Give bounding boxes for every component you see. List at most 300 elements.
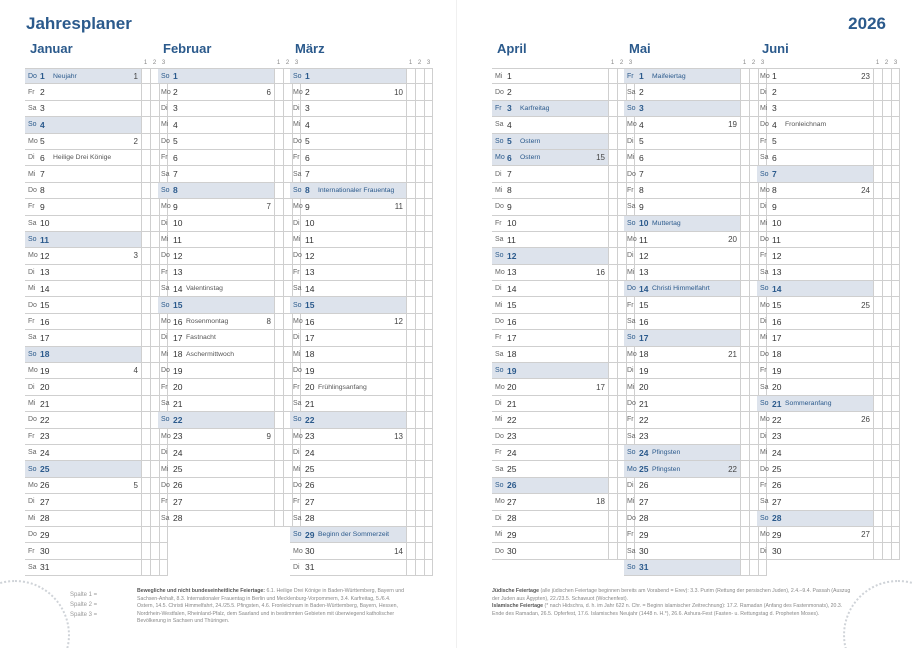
note-cell[interactable]	[424, 117, 433, 132]
note-cell[interactable]	[415, 330, 424, 345]
note-cell[interactable]	[141, 166, 150, 181]
day-row[interactable]	[757, 347, 900, 363]
note-cell[interactable]	[882, 314, 891, 329]
day-row[interactable]	[158, 281, 301, 297]
note-cell[interactable]	[415, 527, 424, 542]
note-cell[interactable]	[424, 511, 433, 526]
note-cell[interactable]	[141, 527, 150, 542]
day-row[interactable]	[158, 216, 301, 232]
day-row[interactable]	[25, 511, 168, 527]
day-cell[interactable]	[624, 560, 740, 575]
note-cell[interactable]	[891, 101, 900, 116]
note-cell[interactable]	[415, 347, 424, 362]
day-row[interactable]	[492, 363, 635, 379]
day-row[interactable]	[624, 560, 767, 576]
day-cell[interactable]	[757, 199, 873, 214]
day-cell[interactable]	[158, 117, 274, 132]
day-row[interactable]	[492, 134, 635, 150]
note-cell[interactable]	[882, 511, 891, 526]
note-cell[interactable]	[882, 117, 891, 132]
day-cell[interactable]	[290, 166, 406, 181]
day-cell[interactable]	[290, 445, 406, 460]
note-cell[interactable]	[415, 199, 424, 214]
note-cell[interactable]	[274, 183, 283, 198]
note-cell[interactable]	[274, 216, 283, 231]
day-cell[interactable]	[624, 412, 740, 427]
note-cell[interactable]	[740, 166, 749, 181]
note-cell[interactable]	[873, 232, 882, 247]
note-cell[interactable]	[873, 199, 882, 214]
day-row[interactable]	[158, 363, 301, 379]
note-cell[interactable]	[406, 511, 415, 526]
note-cell[interactable]	[274, 297, 283, 312]
note-cell[interactable]	[406, 69, 415, 83]
note-cell[interactable]	[415, 166, 424, 181]
day-row[interactable]	[290, 84, 433, 100]
day-cell[interactable]	[757, 347, 873, 362]
note-cell[interactable]	[891, 297, 900, 312]
note-cell[interactable]	[274, 265, 283, 280]
note-cell[interactable]	[406, 281, 415, 296]
day-row[interactable]	[290, 314, 433, 330]
day-row[interactable]	[158, 396, 301, 412]
note-cell[interactable]	[141, 494, 150, 509]
day-cell[interactable]	[25, 281, 141, 296]
day-cell[interactable]	[624, 527, 740, 542]
day-row[interactable]	[492, 183, 635, 199]
day-cell[interactable]	[624, 216, 740, 231]
note-cell[interactable]	[740, 511, 749, 526]
day-cell[interactable]	[290, 248, 406, 263]
day-cell[interactable]	[624, 265, 740, 280]
note-cell[interactable]	[608, 494, 617, 509]
note-cell[interactable]	[891, 150, 900, 165]
day-row[interactable]	[492, 543, 635, 559]
day-cell[interactable]	[158, 494, 274, 509]
day-cell[interactable]	[757, 297, 873, 312]
day-cell[interactable]	[624, 199, 740, 214]
note-cell[interactable]	[873, 314, 882, 329]
note-cell[interactable]	[740, 543, 749, 558]
day-row[interactable]	[158, 68, 301, 84]
note-cell[interactable]	[740, 363, 749, 378]
day-cell[interactable]	[158, 216, 274, 231]
day-cell[interactable]	[290, 396, 406, 411]
note-cell[interactable]	[891, 445, 900, 460]
day-cell[interactable]	[624, 494, 740, 509]
note-cell[interactable]	[608, 150, 617, 165]
note-cell[interactable]	[873, 347, 882, 362]
note-cell[interactable]	[274, 248, 283, 263]
note-cell[interactable]	[608, 314, 617, 329]
note-cell[interactable]	[274, 134, 283, 149]
day-row[interactable]	[757, 412, 900, 428]
day-row[interactable]	[25, 281, 168, 297]
day-row[interactable]	[25, 265, 168, 281]
note-cell[interactable]	[891, 461, 900, 476]
day-cell[interactable]	[158, 347, 274, 362]
day-cell[interactable]	[757, 379, 873, 394]
day-row[interactable]	[290, 560, 433, 576]
day-row[interactable]	[757, 134, 900, 150]
note-cell[interactable]	[274, 69, 283, 83]
day-row[interactable]	[158, 494, 301, 510]
day-row[interactable]	[624, 412, 767, 428]
day-cell[interactable]	[158, 134, 274, 149]
note-cell[interactable]	[274, 150, 283, 165]
note-cell[interactable]	[608, 84, 617, 99]
note-cell[interactable]	[424, 84, 433, 99]
note-cell[interactable]	[274, 379, 283, 394]
note-cell[interactable]	[891, 265, 900, 280]
note-cell[interactable]	[873, 84, 882, 99]
day-cell[interactable]	[492, 543, 608, 558]
note-cell[interactable]	[406, 363, 415, 378]
note-cell[interactable]	[873, 150, 882, 165]
note-cell[interactable]	[740, 84, 749, 99]
day-cell[interactable]	[492, 216, 608, 231]
note-cell[interactable]	[891, 511, 900, 526]
day-row[interactable]	[757, 429, 900, 445]
day-cell[interactable]	[624, 461, 740, 476]
note-cell[interactable]	[141, 429, 150, 444]
day-cell[interactable]	[158, 314, 274, 329]
note-cell[interactable]	[740, 183, 749, 198]
day-cell[interactable]	[757, 117, 873, 132]
note-cell[interactable]	[141, 134, 150, 149]
day-cell[interactable]	[492, 445, 608, 460]
day-cell[interactable]	[25, 330, 141, 345]
day-cell[interactable]	[492, 347, 608, 362]
note-cell[interactable]	[424, 543, 433, 558]
note-cell[interactable]	[740, 101, 749, 116]
day-row[interactable]	[757, 297, 900, 313]
day-row[interactable]	[757, 379, 900, 395]
note-cell[interactable]	[740, 379, 749, 394]
note-cell[interactable]	[415, 117, 424, 132]
note-cell[interactable]	[873, 248, 882, 263]
day-row[interactable]	[25, 134, 168, 150]
note-cell[interactable]	[406, 297, 415, 312]
day-cell[interactable]	[624, 166, 740, 181]
day-row[interactable]	[25, 379, 168, 395]
note-cell[interactable]	[141, 543, 150, 558]
note-cell[interactable]	[424, 396, 433, 411]
note-cell[interactable]	[882, 69, 891, 83]
day-row[interactable]	[25, 527, 168, 543]
note-cell[interactable]	[891, 199, 900, 214]
note-cell[interactable]	[141, 69, 150, 83]
day-row[interactable]	[25, 560, 168, 576]
note-cell[interactable]	[873, 117, 882, 132]
note-cell[interactable]	[406, 379, 415, 394]
day-row[interactable]	[492, 166, 635, 182]
note-cell[interactable]	[740, 281, 749, 296]
note-cell[interactable]	[740, 199, 749, 214]
note-cell[interactable]	[424, 494, 433, 509]
note-cell[interactable]	[415, 69, 424, 83]
note-cell[interactable]	[141, 248, 150, 263]
day-cell[interactable]	[290, 412, 406, 427]
note-cell[interactable]	[873, 281, 882, 296]
day-cell[interactable]	[492, 314, 608, 329]
note-cell[interactable]	[873, 478, 882, 493]
day-cell[interactable]	[25, 478, 141, 493]
note-cell[interactable]	[415, 363, 424, 378]
day-row[interactable]	[158, 445, 301, 461]
day-cell[interactable]	[492, 379, 608, 394]
note-cell[interactable]	[608, 527, 617, 542]
day-row[interactable]	[158, 511, 301, 527]
note-cell[interactable]	[274, 281, 283, 296]
day-row[interactable]	[290, 134, 433, 150]
note-cell[interactable]	[882, 265, 891, 280]
note-cell[interactable]	[424, 560, 433, 575]
day-row[interactable]	[624, 265, 767, 281]
day-row[interactable]	[757, 117, 900, 133]
note-cell[interactable]	[150, 560, 159, 575]
day-cell[interactable]	[492, 150, 608, 165]
note-cell[interactable]	[740, 330, 749, 345]
day-cell[interactable]	[25, 232, 141, 247]
note-cell[interactable]	[891, 314, 900, 329]
day-row[interactable]	[290, 199, 433, 215]
note-cell[interactable]	[424, 265, 433, 280]
note-cell[interactable]	[406, 232, 415, 247]
day-cell[interactable]	[624, 478, 740, 493]
day-cell[interactable]	[757, 216, 873, 231]
day-row[interactable]	[25, 412, 168, 428]
note-cell[interactable]	[274, 347, 283, 362]
note-cell[interactable]	[873, 527, 882, 542]
note-cell[interactable]	[882, 543, 891, 558]
day-row[interactable]	[757, 199, 900, 215]
note-cell[interactable]	[740, 461, 749, 476]
note-cell[interactable]	[141, 330, 150, 345]
note-cell[interactable]	[608, 347, 617, 362]
day-row[interactable]	[290, 101, 433, 117]
day-row[interactable]	[290, 478, 433, 494]
note-cell[interactable]	[415, 379, 424, 394]
day-cell[interactable]	[158, 150, 274, 165]
day-row[interactable]	[492, 101, 635, 117]
note-cell[interactable]	[141, 232, 150, 247]
note-cell[interactable]	[415, 248, 424, 263]
note-cell[interactable]	[891, 330, 900, 345]
note-cell[interactable]	[406, 101, 415, 116]
note-cell[interactable]	[424, 429, 433, 444]
day-row[interactable]	[25, 347, 168, 363]
day-cell[interactable]	[290, 216, 406, 231]
note-cell[interactable]	[274, 101, 283, 116]
day-cell[interactable]	[158, 101, 274, 116]
day-row[interactable]	[290, 379, 433, 395]
note-cell[interactable]	[882, 478, 891, 493]
note-cell[interactable]	[882, 412, 891, 427]
note-cell[interactable]	[406, 396, 415, 411]
day-cell[interactable]	[757, 281, 873, 296]
day-cell[interactable]	[492, 101, 608, 116]
note-cell[interactable]	[882, 183, 891, 198]
day-row[interactable]	[492, 445, 635, 461]
day-row[interactable]	[290, 216, 433, 232]
note-cell[interactable]	[415, 265, 424, 280]
day-row[interactable]	[158, 379, 301, 395]
note-cell[interactable]	[406, 330, 415, 345]
note-cell[interactable]	[406, 347, 415, 362]
note-cell[interactable]	[415, 494, 424, 509]
note-cell[interactable]	[415, 216, 424, 231]
day-row[interactable]	[624, 314, 767, 330]
day-cell[interactable]	[290, 511, 406, 526]
note-cell[interactable]	[740, 445, 749, 460]
day-cell[interactable]	[624, 347, 740, 362]
day-row[interactable]	[492, 330, 635, 346]
day-cell[interactable]	[757, 166, 873, 181]
note-cell[interactable]	[415, 461, 424, 476]
note-cell[interactable]	[891, 232, 900, 247]
day-row[interactable]	[624, 150, 767, 166]
note-cell[interactable]	[141, 281, 150, 296]
day-cell[interactable]	[290, 150, 406, 165]
day-row[interactable]	[158, 330, 301, 346]
day-row[interactable]	[757, 543, 900, 559]
day-cell[interactable]	[25, 543, 141, 558]
note-cell[interactable]	[141, 478, 150, 493]
note-cell[interactable]	[406, 150, 415, 165]
day-row[interactable]	[624, 216, 767, 232]
day-cell[interactable]	[492, 69, 608, 83]
note-cell[interactable]	[740, 216, 749, 231]
day-cell[interactable]	[624, 379, 740, 394]
day-row[interactable]	[624, 461, 767, 477]
note-cell[interactable]	[740, 412, 749, 427]
note-cell[interactable]	[406, 412, 415, 427]
day-cell[interactable]	[25, 199, 141, 214]
day-cell[interactable]	[25, 297, 141, 312]
day-row[interactable]	[25, 478, 168, 494]
note-cell[interactable]	[740, 478, 749, 493]
day-row[interactable]	[492, 117, 635, 133]
day-row[interactable]	[158, 314, 301, 330]
day-cell[interactable]	[290, 347, 406, 362]
day-cell[interactable]	[290, 429, 406, 444]
day-cell[interactable]	[158, 69, 274, 83]
note-cell[interactable]	[891, 412, 900, 427]
note-cell[interactable]	[415, 84, 424, 99]
note-cell[interactable]	[424, 314, 433, 329]
day-cell[interactable]	[492, 511, 608, 526]
day-row[interactable]	[624, 281, 767, 297]
day-cell[interactable]	[290, 461, 406, 476]
day-row[interactable]	[290, 330, 433, 346]
day-cell[interactable]	[624, 150, 740, 165]
note-cell[interactable]	[141, 84, 150, 99]
note-cell[interactable]	[406, 527, 415, 542]
note-cell[interactable]	[141, 199, 150, 214]
day-cell[interactable]	[624, 511, 740, 526]
day-row[interactable]	[158, 84, 301, 100]
note-cell[interactable]	[141, 297, 150, 312]
day-cell[interactable]	[290, 117, 406, 132]
note-cell[interactable]	[424, 379, 433, 394]
note-cell[interactable]	[141, 101, 150, 116]
day-row[interactable]	[158, 478, 301, 494]
day-row[interactable]	[25, 461, 168, 477]
note-cell[interactable]	[608, 330, 617, 345]
day-row[interactable]	[624, 232, 767, 248]
note-cell[interactable]	[424, 527, 433, 542]
note-cell[interactable]	[424, 248, 433, 263]
note-cell[interactable]	[406, 183, 415, 198]
note-cell[interactable]	[873, 134, 882, 149]
note-cell[interactable]	[141, 445, 150, 460]
note-cell[interactable]	[141, 117, 150, 132]
note-cell[interactable]	[424, 297, 433, 312]
day-cell[interactable]	[757, 330, 873, 345]
day-cell[interactable]	[757, 396, 873, 411]
day-row[interactable]	[25, 232, 168, 248]
day-cell[interactable]	[158, 478, 274, 493]
note-cell[interactable]	[882, 297, 891, 312]
note-cell[interactable]	[882, 84, 891, 99]
day-cell[interactable]	[25, 494, 141, 509]
note-cell[interactable]	[882, 216, 891, 231]
day-cell[interactable]	[25, 396, 141, 411]
day-cell[interactable]	[624, 445, 740, 460]
day-row[interactable]	[290, 527, 433, 543]
note-cell[interactable]	[891, 248, 900, 263]
day-cell[interactable]	[624, 84, 740, 99]
day-row[interactable]	[492, 347, 635, 363]
note-cell[interactable]	[891, 478, 900, 493]
day-cell[interactable]	[290, 527, 406, 542]
day-cell[interactable]	[492, 330, 608, 345]
day-cell[interactable]	[25, 183, 141, 198]
day-cell[interactable]	[158, 265, 274, 280]
day-row[interactable]	[158, 248, 301, 264]
note-cell[interactable]	[891, 117, 900, 132]
day-cell[interactable]	[624, 101, 740, 116]
note-cell[interactable]	[150, 527, 159, 542]
day-cell[interactable]	[290, 281, 406, 296]
note-cell[interactable]	[415, 134, 424, 149]
day-row[interactable]	[624, 527, 767, 543]
day-cell[interactable]	[290, 363, 406, 378]
note-cell[interactable]	[159, 543, 168, 558]
day-cell[interactable]	[492, 527, 608, 542]
day-cell[interactable]	[25, 379, 141, 394]
day-row[interactable]	[290, 461, 433, 477]
day-row[interactable]	[492, 379, 635, 395]
note-cell[interactable]	[740, 527, 749, 542]
day-row[interactable]	[492, 461, 635, 477]
day-row[interactable]	[25, 314, 168, 330]
day-row[interactable]	[290, 543, 433, 559]
day-cell[interactable]	[492, 429, 608, 444]
day-row[interactable]	[158, 461, 301, 477]
day-cell[interactable]	[158, 232, 274, 247]
note-cell[interactable]	[608, 461, 617, 476]
day-row[interactable]	[624, 543, 767, 559]
day-cell[interactable]	[25, 101, 141, 116]
day-cell[interactable]	[158, 281, 274, 296]
day-row[interactable]	[492, 281, 635, 297]
note-cell[interactable]	[740, 494, 749, 509]
day-row[interactable]	[492, 297, 635, 313]
day-row[interactable]	[290, 281, 433, 297]
note-cell[interactable]	[141, 347, 150, 362]
